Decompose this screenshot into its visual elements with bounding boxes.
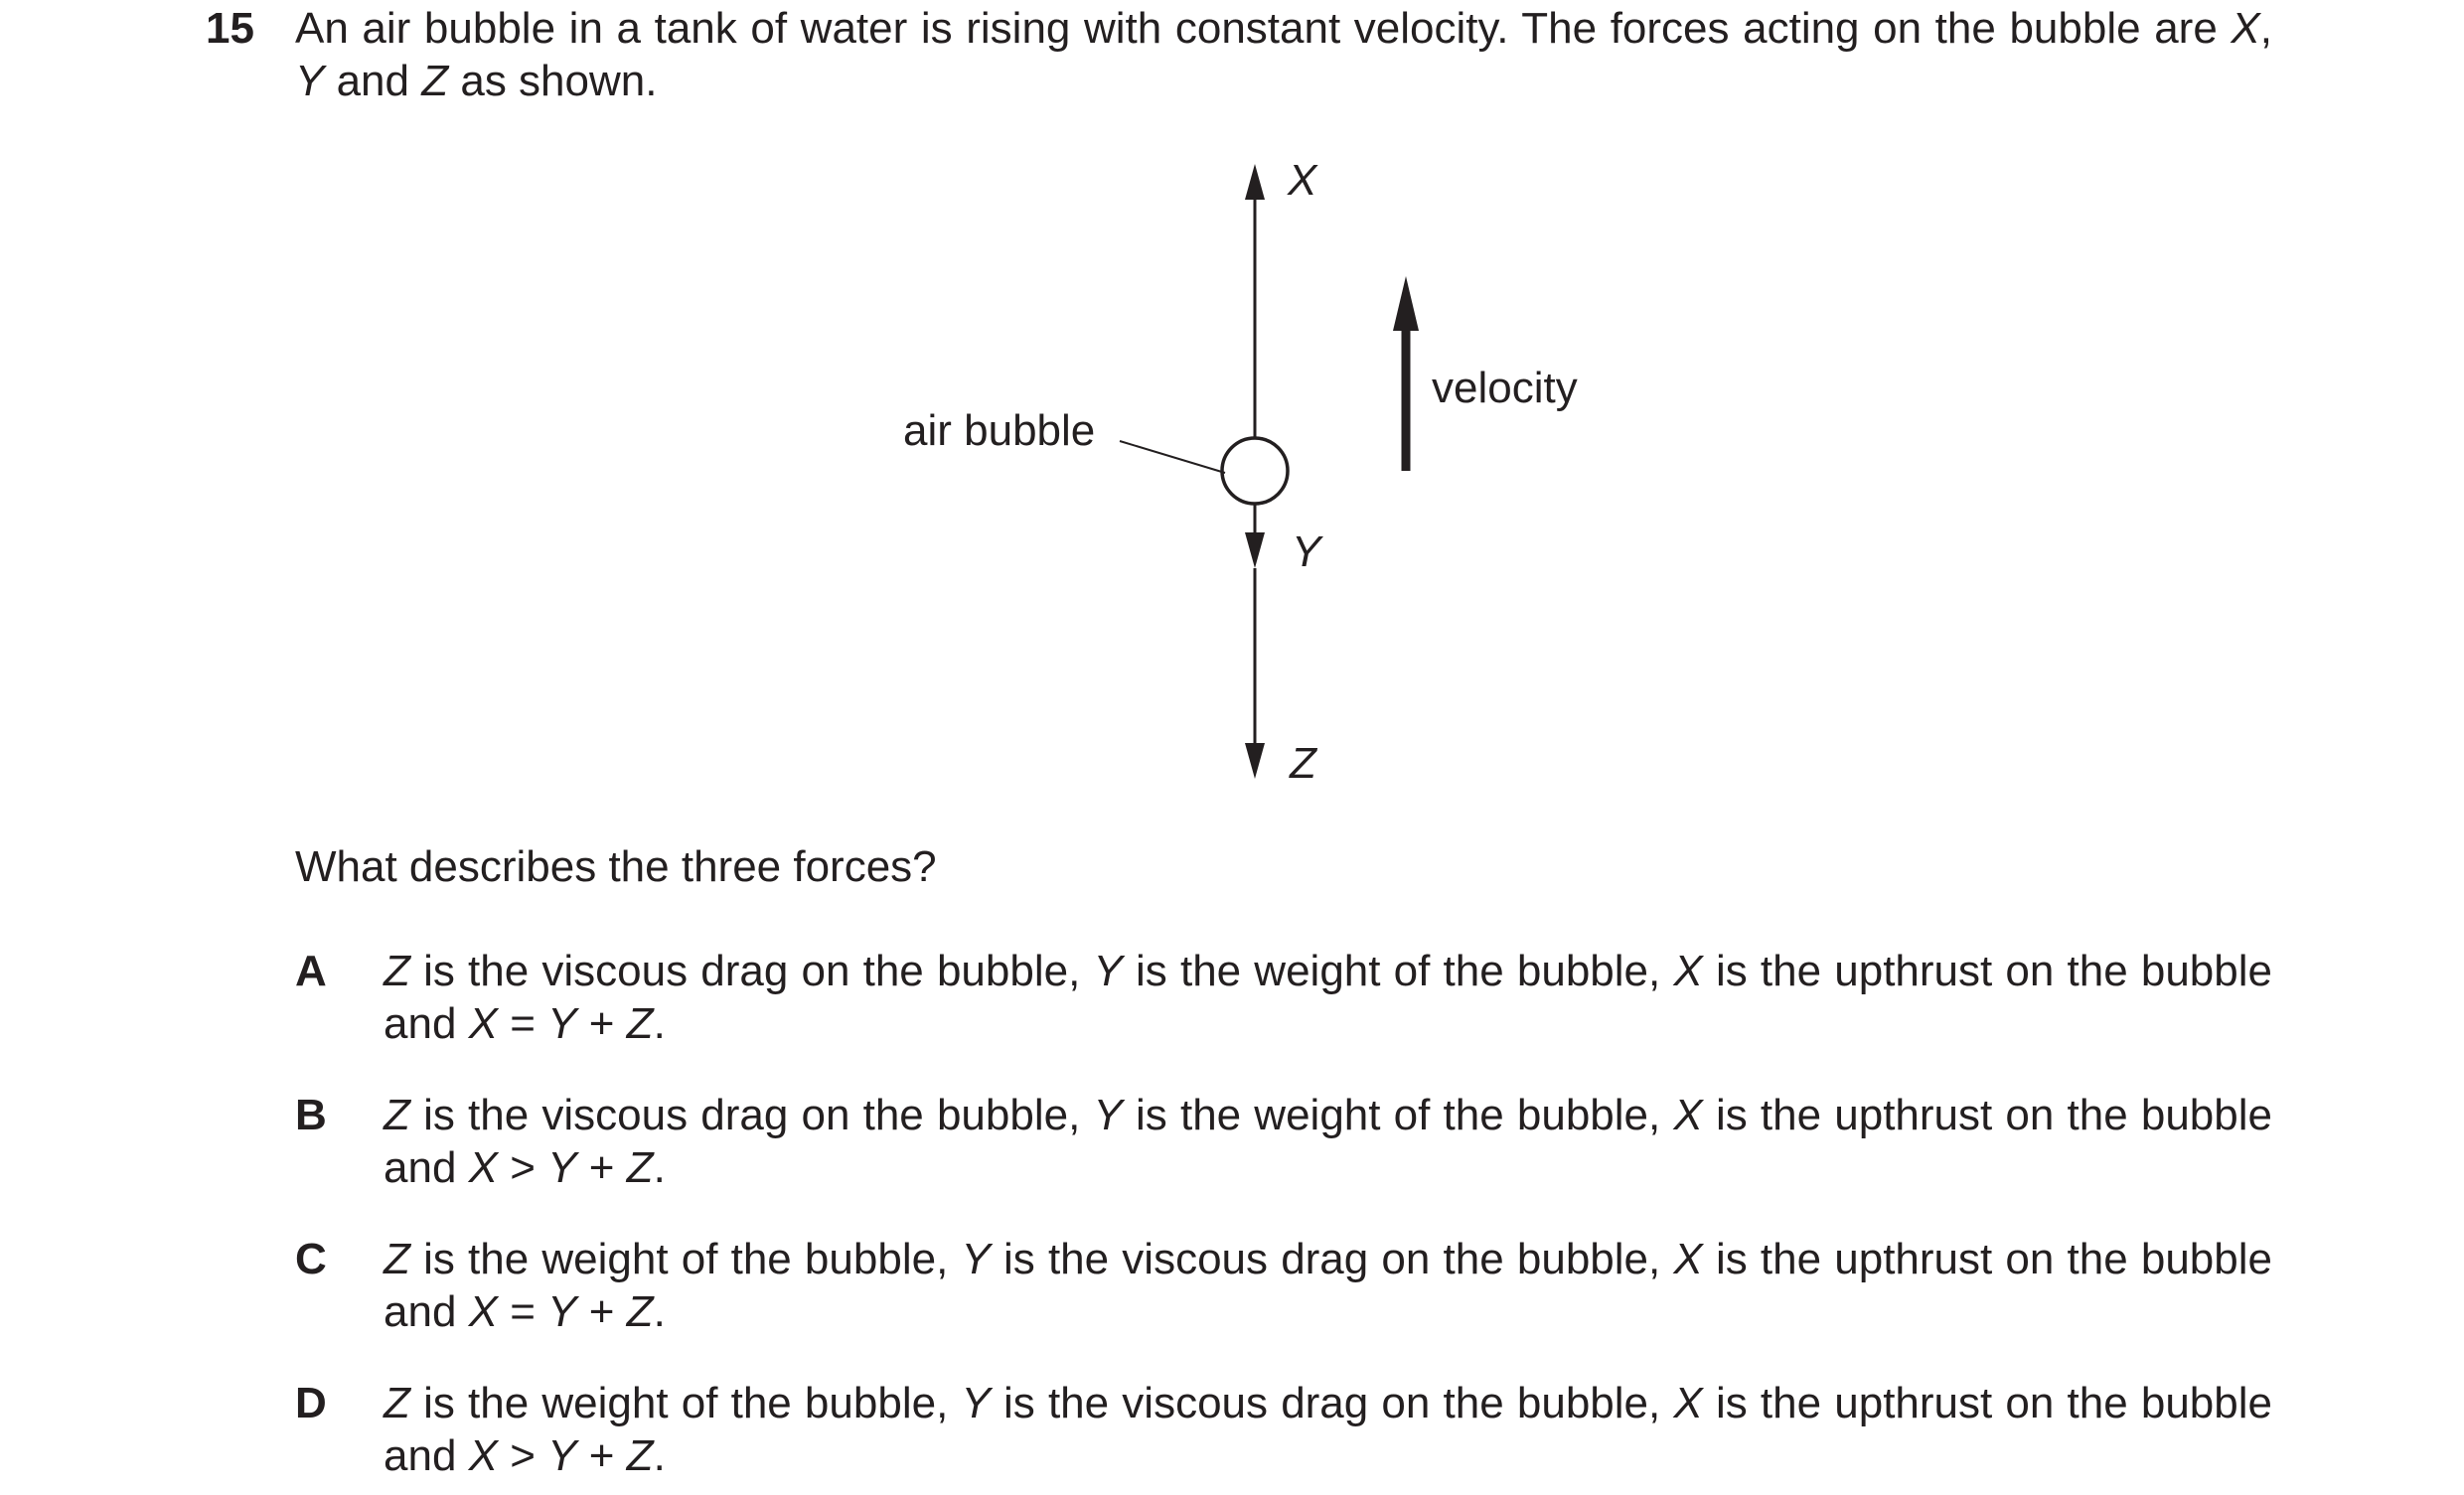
option-d-letter: D xyxy=(295,1379,327,1427)
option-b-letter: B xyxy=(295,1091,327,1139)
option-var: Y xyxy=(1093,1091,1123,1139)
bubble-leader-line xyxy=(1120,441,1225,473)
option-var: Z xyxy=(626,1287,654,1336)
force-y-arrowhead xyxy=(1245,532,1265,568)
option-var: Y xyxy=(547,1431,577,1480)
option-text: is the weight of the bubble, xyxy=(409,1379,962,1427)
option-a-text xyxy=(384,945,2272,1050)
option-text: + xyxy=(576,1431,627,1480)
option-var: Z xyxy=(626,1143,654,1192)
option-text: is the viscous drag on the bubble, xyxy=(409,947,1094,995)
option-var: Y xyxy=(1093,947,1123,995)
option-text: + xyxy=(576,999,627,1048)
option-c-text xyxy=(384,1233,2272,1338)
air-bubble-circle xyxy=(1222,438,1288,504)
option-text: is the viscous drag on the bubble, xyxy=(990,1235,1674,1283)
option-var: Z xyxy=(384,1235,410,1283)
option-text: is the upthrust on the bubble and xyxy=(384,1379,2272,1480)
option-b-text xyxy=(384,1089,2272,1194)
question-number: 15 xyxy=(206,4,254,53)
option-var: X xyxy=(1673,947,1703,995)
option-text: > xyxy=(498,1431,548,1480)
option-text: is the weight of the bubble, xyxy=(1122,1091,1674,1139)
label-x: X xyxy=(1288,156,1317,205)
option-var: Z xyxy=(384,1379,410,1427)
option-var: Y xyxy=(547,999,577,1048)
option-text: = xyxy=(498,999,548,1048)
option-text: + xyxy=(576,1143,627,1192)
option-text: is the weight of the bubble, xyxy=(409,1235,962,1283)
stem-var-x: X xyxy=(2231,4,2260,53)
label-z: Z xyxy=(1290,739,1316,788)
option-text: + xyxy=(576,1287,627,1336)
option-text: is the upthrust on the bubble and xyxy=(384,1091,2272,1192)
stem-text-end: as shown. xyxy=(448,57,658,105)
option-var: X xyxy=(1673,1235,1703,1283)
option-a-letter: A xyxy=(295,947,327,995)
option-text: . xyxy=(653,1143,666,1192)
stem-text: An air bubble in a tank of water is rising with constant velocity. The forces acting on the bubble are xyxy=(295,4,2232,53)
label-velocity: velocity xyxy=(1432,364,1578,412)
option-var: X xyxy=(468,999,498,1048)
force-x-arrowhead xyxy=(1245,164,1265,200)
option-var: Z xyxy=(384,1091,410,1139)
question-prompt: What describes the three forces? xyxy=(295,842,937,891)
velocity-arrowhead xyxy=(1393,276,1419,331)
label-air-bubble: air bubble xyxy=(903,406,1096,455)
option-var: Y xyxy=(961,1379,991,1427)
stem-sep: and xyxy=(324,57,422,105)
option-text: is the viscous drag on the bubble, xyxy=(990,1379,1674,1427)
stem-var-z: Z xyxy=(421,57,449,105)
stem-var-y: Y xyxy=(295,57,325,105)
option-text: is the upthrust on the bubble and xyxy=(384,947,2272,1048)
option-text: . xyxy=(653,1287,666,1336)
option-text: = xyxy=(498,1287,548,1336)
option-text: > xyxy=(498,1143,548,1192)
option-text: . xyxy=(653,1431,666,1480)
stem-sep: , xyxy=(2259,4,2272,53)
option-text: is the upthrust on the bubble and xyxy=(384,1235,2272,1336)
option-text: is the weight of the bubble, xyxy=(1122,947,1674,995)
option-var: X xyxy=(1673,1379,1703,1427)
label-y: Y xyxy=(1292,527,1321,576)
option-var: Z xyxy=(384,947,410,995)
option-var: Z xyxy=(626,1431,654,1480)
option-d-text xyxy=(384,1377,2272,1482)
force-z-arrowhead xyxy=(1245,743,1265,779)
option-var: Z xyxy=(626,999,654,1048)
option-text: is the viscous drag on the bubble, xyxy=(409,1091,1094,1139)
option-var: X xyxy=(1673,1091,1703,1139)
option-var: X xyxy=(468,1143,498,1192)
option-c-letter: C xyxy=(295,1235,327,1283)
option-var: Y xyxy=(961,1235,991,1283)
option-var: Y xyxy=(547,1287,577,1336)
option-text: . xyxy=(653,999,666,1048)
option-var: Y xyxy=(547,1143,577,1192)
option-var: X xyxy=(468,1287,498,1336)
option-var: X xyxy=(468,1431,498,1480)
